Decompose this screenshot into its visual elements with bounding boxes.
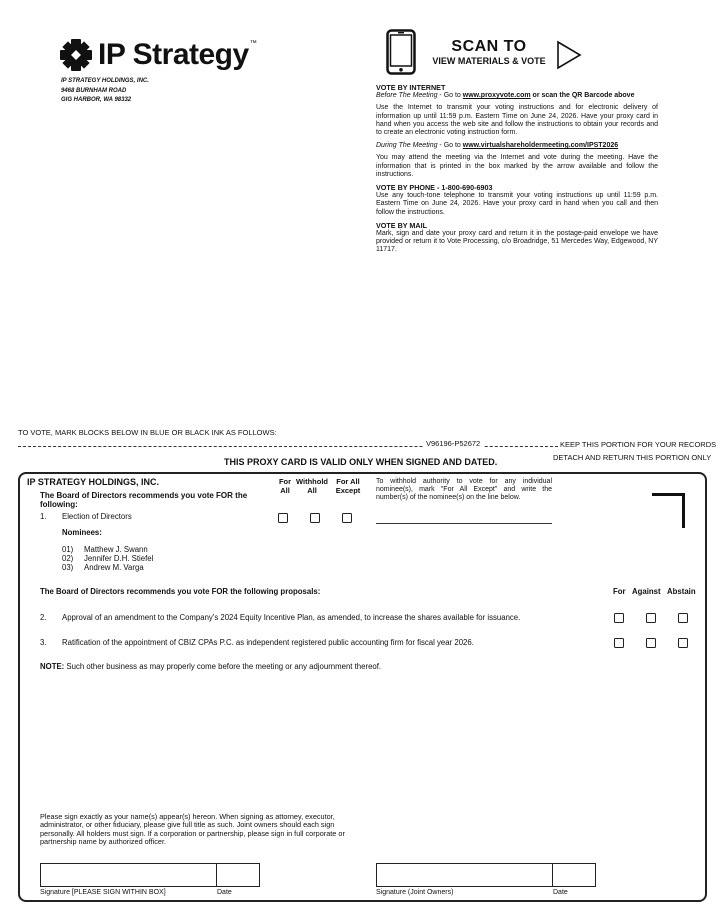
board-recommendation-proposals: The Board of Directors recommends you vote FOR the following proposals: — [40, 587, 321, 596]
logo-mark-icon — [60, 39, 92, 71]
date-box[interactable] — [216, 863, 260, 887]
validity-notice: THIS PROXY CARD IS VALID ONLY WHEN SIGNED AND DATED. — [224, 457, 498, 467]
logo-wordmark: IP Strategy — [98, 38, 249, 71]
note-line: NOTE: Such other business as may properly come before the meeting or any adjournment thereof. — [40, 662, 382, 671]
nominee-name: Andrew M. Varga — [84, 563, 144, 572]
joint-signature-box[interactable] — [376, 863, 553, 887]
proposal-3-for-checkbox[interactable] — [614, 638, 624, 648]
vote-mail-title: VOTE BY MAIL — [376, 220, 427, 230]
vote-phone-title: VOTE BY PHONE - 1-800-690-6903 — [376, 183, 493, 193]
joint-date-box[interactable] — [552, 863, 596, 887]
col-for-all-except: For All Except — [335, 477, 361, 495]
item-election-of-directors: Election of Directors — [62, 512, 132, 521]
proposal-3-against-checkbox[interactable] — [646, 638, 656, 648]
nominees-label: Nominees: — [62, 528, 102, 537]
joint-date-label: Date — [553, 889, 568, 896]
nominee-exception-line[interactable] — [376, 523, 552, 524]
col-against: Against — [632, 587, 661, 596]
proposal-2-for-checkbox[interactable] — [614, 613, 624, 623]
trademark-symbol: ™ — [249, 39, 257, 47]
proxyvote-link[interactable]: www.proxyvote.com — [462, 92, 531, 100]
board-recommendation-directors: The Board of Directors recommends you vote FOR the following: — [40, 491, 248, 509]
keep-portion-label: KEEP THIS PORTION FOR YOUR RECORDS — [560, 440, 717, 449]
date-label: Date — [217, 889, 232, 896]
proposal-3-text: Ratification of the appointment of CBIZ CPAs P.C. as independent registered public accounting firm for fiscal year 2026. — [62, 638, 474, 647]
arrow-right-icon — [556, 40, 582, 70]
col-for-all: For All — [278, 477, 292, 495]
proposal-2-text: Approval of an amendment to the Company's 2024 Equity Incentive Plan, as amended, to increase the shares available for issuance. — [62, 613, 521, 622]
ink-instruction: TO VOTE, MARK BLOCKS BELOW IN BLUE OR BLACK INK AS FOLLOWS: — [18, 428, 277, 437]
scan-to-vote-label: SCAN TO VIEW MATERIALS & VOTE — [432, 38, 546, 66]
company-logo — [60, 38, 257, 72]
proposal-2-abstain-checkbox[interactable] — [678, 613, 688, 623]
detach-portion-label: DETACH AND RETURN THIS PORTION ONLY — [553, 453, 712, 462]
signature-box[interactable] — [40, 863, 217, 887]
col-for: For — [613, 587, 626, 596]
company-address: IP STRATEGY HOLDINGS, INC. 9468 BURNHAM ROAD GIG HARBOR, WA 98332 — [61, 78, 149, 103]
virtual-meeting-link[interactable]: www.virtualshareholdermeeting.com/IPST2026 — [462, 142, 619, 150]
vote-internet-title: VOTE BY INTERNET — [376, 83, 446, 92]
joint-signature-label: Signature (Joint Owners) — [376, 889, 454, 896]
withhold-all-checkbox[interactable] — [310, 513, 320, 523]
col-abstain: Abstain — [667, 587, 696, 596]
nominee-name: Matthew J. Swann — [84, 545, 148, 554]
card-company-name: IP STRATEGY HOLDINGS, INC. — [27, 477, 160, 487]
signature-label: Signature [PLEASE SIGN WITHIN BOX] — [40, 889, 166, 896]
smartphone-icon — [386, 29, 416, 75]
withhold-instruction: To withhold authority to vote for any individual nominee(s), mark "For All Except" and write the number(s) of the nominee(s) on the line below. — [376, 478, 552, 501]
for-all-except-checkbox[interactable] — [342, 513, 352, 523]
for-all-checkbox[interactable] — [278, 513, 288, 523]
nominee-name: Jennifer D.H. Stiefel — [84, 554, 154, 563]
control-code: V96196-P52672 — [423, 439, 483, 448]
proposal-3-abstain-checkbox[interactable] — [678, 638, 688, 648]
arrow-corner-marker — [652, 493, 685, 528]
voting-instructions: VOTE BY INTERNET Before The Meeting - Go to www.proxyvote.com or scan the QR Barcode above Use the Internet to transmit your voting instructions and for electronic delivery of information up until 11:59 p.m. Eastern Time on June 24, 2026. Have your proxy card in hand when you access the web site and follow the instructions to obtain your records and to create an electronic voting instruction form. During The Meeting - Go to www.virtualshareholdermeeting.com/IPST2026 You may attend the meeting via the Internet and vote during the meeting. Have the information that is printed in the box marked by the arrow available and follow the instructions. VOTE BY PHONE - 1-800-690-6903 Use any touch-tone telephone to transmit your voting instructions up until 11:59 p.m. Eastern Time on June 24, 2026. Have your proxy card in hand when you call and then follow the instructions. VOTE BY MAIL Mark, sign and date your proxy card and return it in the postage-paid envelope we have provided or return it to Vote Processing, c/o Broadridge, 51 Mercedes Way, Edgewood, NY 11717. — [376, 83, 658, 254]
signing-instructions: Please sign exactly as your name(s) appear(s) hereon. When signing as attorney, executor, administrator, or other fiduciary, please give full title as such. Joint owners should each sign personally. All holders must sign. If a corporation or partnership, please sign in full corporate or partnership name by authorized officer. — [40, 812, 345, 846]
proposal-2-against-checkbox[interactable] — [646, 613, 656, 623]
col-withhold-all: Withhold All — [295, 477, 328, 495]
